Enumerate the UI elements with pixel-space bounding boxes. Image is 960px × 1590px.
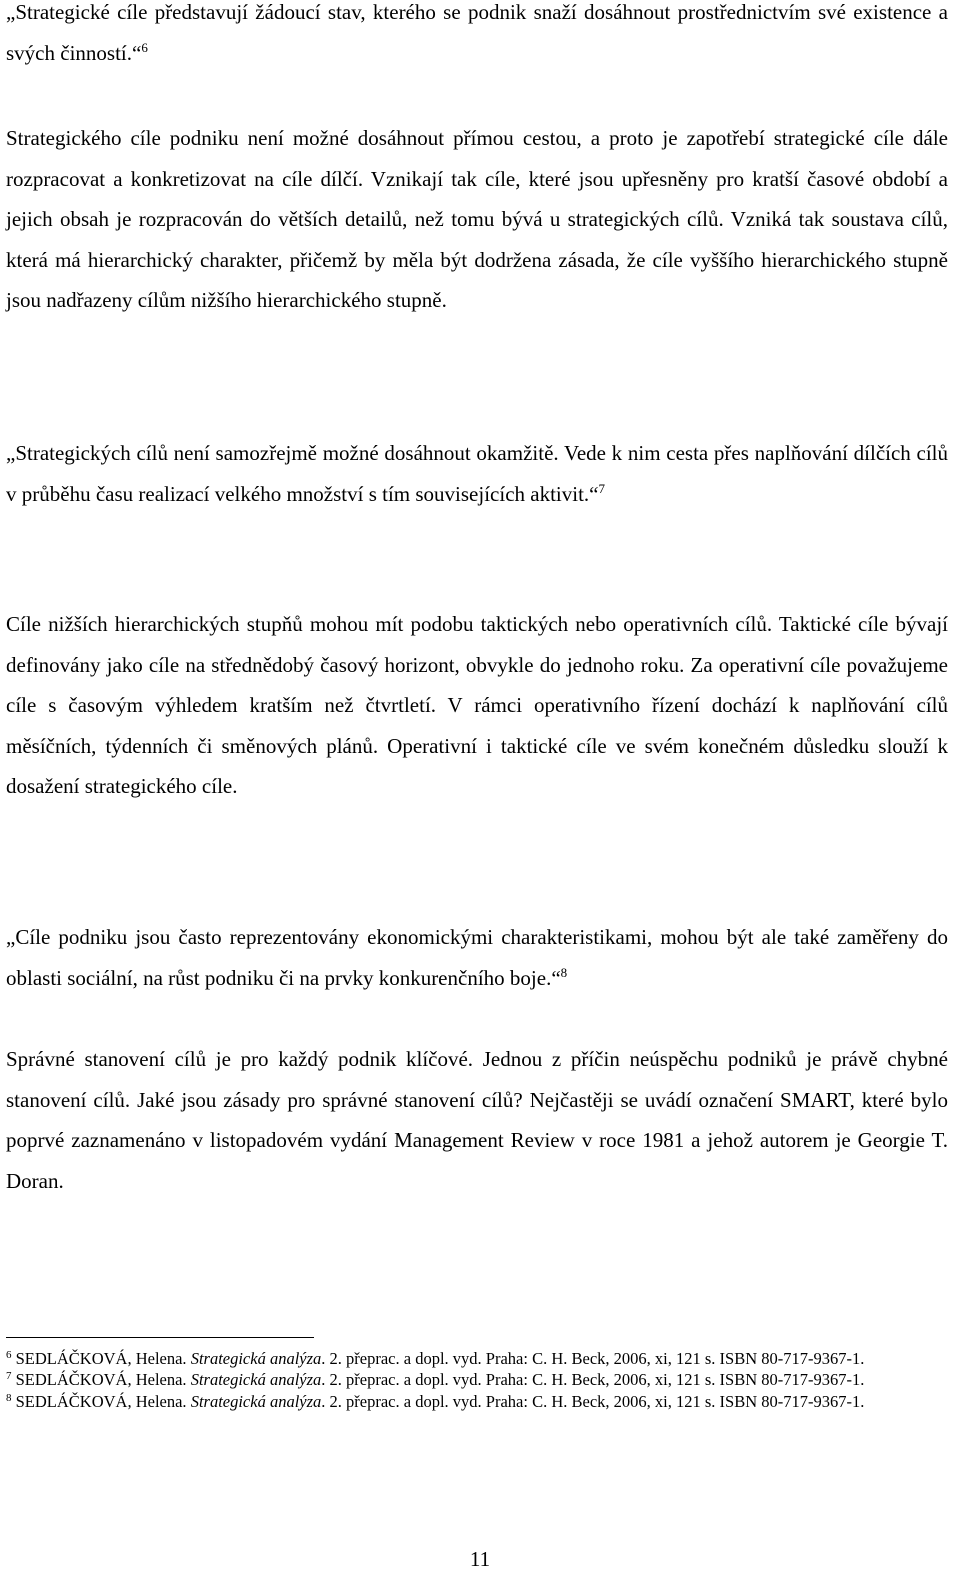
paragraph-text: Správné stanovení cílů je pro každý podnik klíčové. Jednou z příčin neúspěchu podniků je právě chybné stanovení cílů. Jaké jsou zásady pro správné stanovení cílů? Nejčastěji se uvádí označení SMART, které bylo poprvé zaznamenáno v listopadovém vydání Management Review v roce 1981 a jehož autorem je Georgie T. Doran. — [6, 1047, 948, 1193]
paragraph-text: „Strategické cíle představují žádoucí stav, kterého se podnik snaží dosáhnout prostřednictvím své existence a svých činností.“ — [6, 0, 948, 65]
footnote-details: . 2. přeprac. a dopl. vyd. Praha: C. H. Beck, 2006, xi, 121 s. ISBN 80-717-9367-1. — [321, 1391, 865, 1411]
paragraph-text: „Strategických cílů není samozřejmě možné dosáhnout okamžitě. Vede k nim cesta přes naplňování dílčích cílů v průběhu času realizací velkého množství s tím souvisejících aktivit.“ — [6, 441, 948, 506]
footnote-reference[interactable]: 6 — [141, 39, 148, 55]
paragraph-text: Cíle nižších hierarchických stupňů mohou mít podobu taktických nebo operativních cílů. Taktické cíle bývají definovány jako cíle na střednědobý časový horizont, obvykle do jednoho roku. Za operativní cíle považujeme cíle s časovým výhledem kratším než čtvrtletí. V rámci operativního řízení dochází k naplňování cílů měsíčních, týdenních či směnových plánů. Operativní i taktické cíle ve svém konečném důsledku slouží k dosažení strategického cíle. — [6, 612, 948, 798]
footnote-title: Strategická analýza — [190, 1349, 322, 1368]
footnote-author: SEDLÁČKOVÁ, Helena. — [15, 1391, 187, 1411]
footnote-author: SEDLÁČKOVÁ, Helena. — [15, 1370, 187, 1390]
footnote-title: Strategická analýza — [190, 1370, 322, 1390]
footnote-6 — [6, 1348, 946, 1369]
footnote-number: 6 — [6, 1349, 12, 1361]
footnote-reference[interactable]: 8 — [560, 964, 568, 980]
footnote-author: SEDLÁČKOVÁ, Helena. — [15, 1349, 187, 1368]
paragraph-text: „Cíle podniku jsou často reprezentovány ekonomickými charakteristikami, mohou být ale také zaměřeny do oblasti sociální, na růst podniku či na prvky konkurenčního boje.“ — [6, 925, 948, 990]
footnote-reference[interactable]: 7 — [598, 480, 606, 496]
page-number: 11 — [469, 1547, 491, 1571]
paragraph-smart-goals — [6, 1039, 948, 1201]
footnotes — [6, 1348, 946, 1412]
paragraph-text: Strategického cíle podniku není možné dosáhnout přímou cestou, a proto je zapotřebí strategické cíle dále rozpracovat a konkretizovat na cíle dílčí. Vznikají tak cíle, které jsou upřesněny pro kratší časové období a jejich obsah je rozpracován do větších detailů, než tomu bývá u strategických cílů. Vzniká tak soustava cílů, která má hierarchický charakter, přičemž by měla být dodržena zásada, že cíle vyššího hierarchického stupně jsou nadřazeny cílům nižšího hierarchického stupně. — [6, 126, 948, 312]
paragraph-quote-achieving-goals — [6, 433, 948, 514]
footnote-number: 7 — [6, 1370, 12, 1383]
footnote-details: . 2. přeprac. a dopl. vyd. Praha: C. H. Beck, 2006, xi, 121 s. ISBN 80-717-9367-1. — [321, 1370, 865, 1390]
footnote-title: Strategická analýza — [190, 1391, 322, 1411]
footnote-details: . 2. přeprac. a dopl. vyd. Praha: C. H. Beck, 2006, xi, 121 s. ISBN 80-717-9367-1. — [321, 1349, 865, 1368]
paragraph-goal-hierarchy — [6, 118, 948, 321]
paragraph-quote-strategic-goals — [6, 0, 948, 73]
paragraph-tactical-operative-goals — [6, 604, 948, 807]
paragraph-quote-economic-goals — [6, 917, 948, 998]
footnote-7 — [6, 1369, 946, 1390]
footnote-number: 8 — [6, 1391, 12, 1404]
footnote-8 — [6, 1391, 946, 1412]
footnote-separator — [6, 1337, 314, 1338]
